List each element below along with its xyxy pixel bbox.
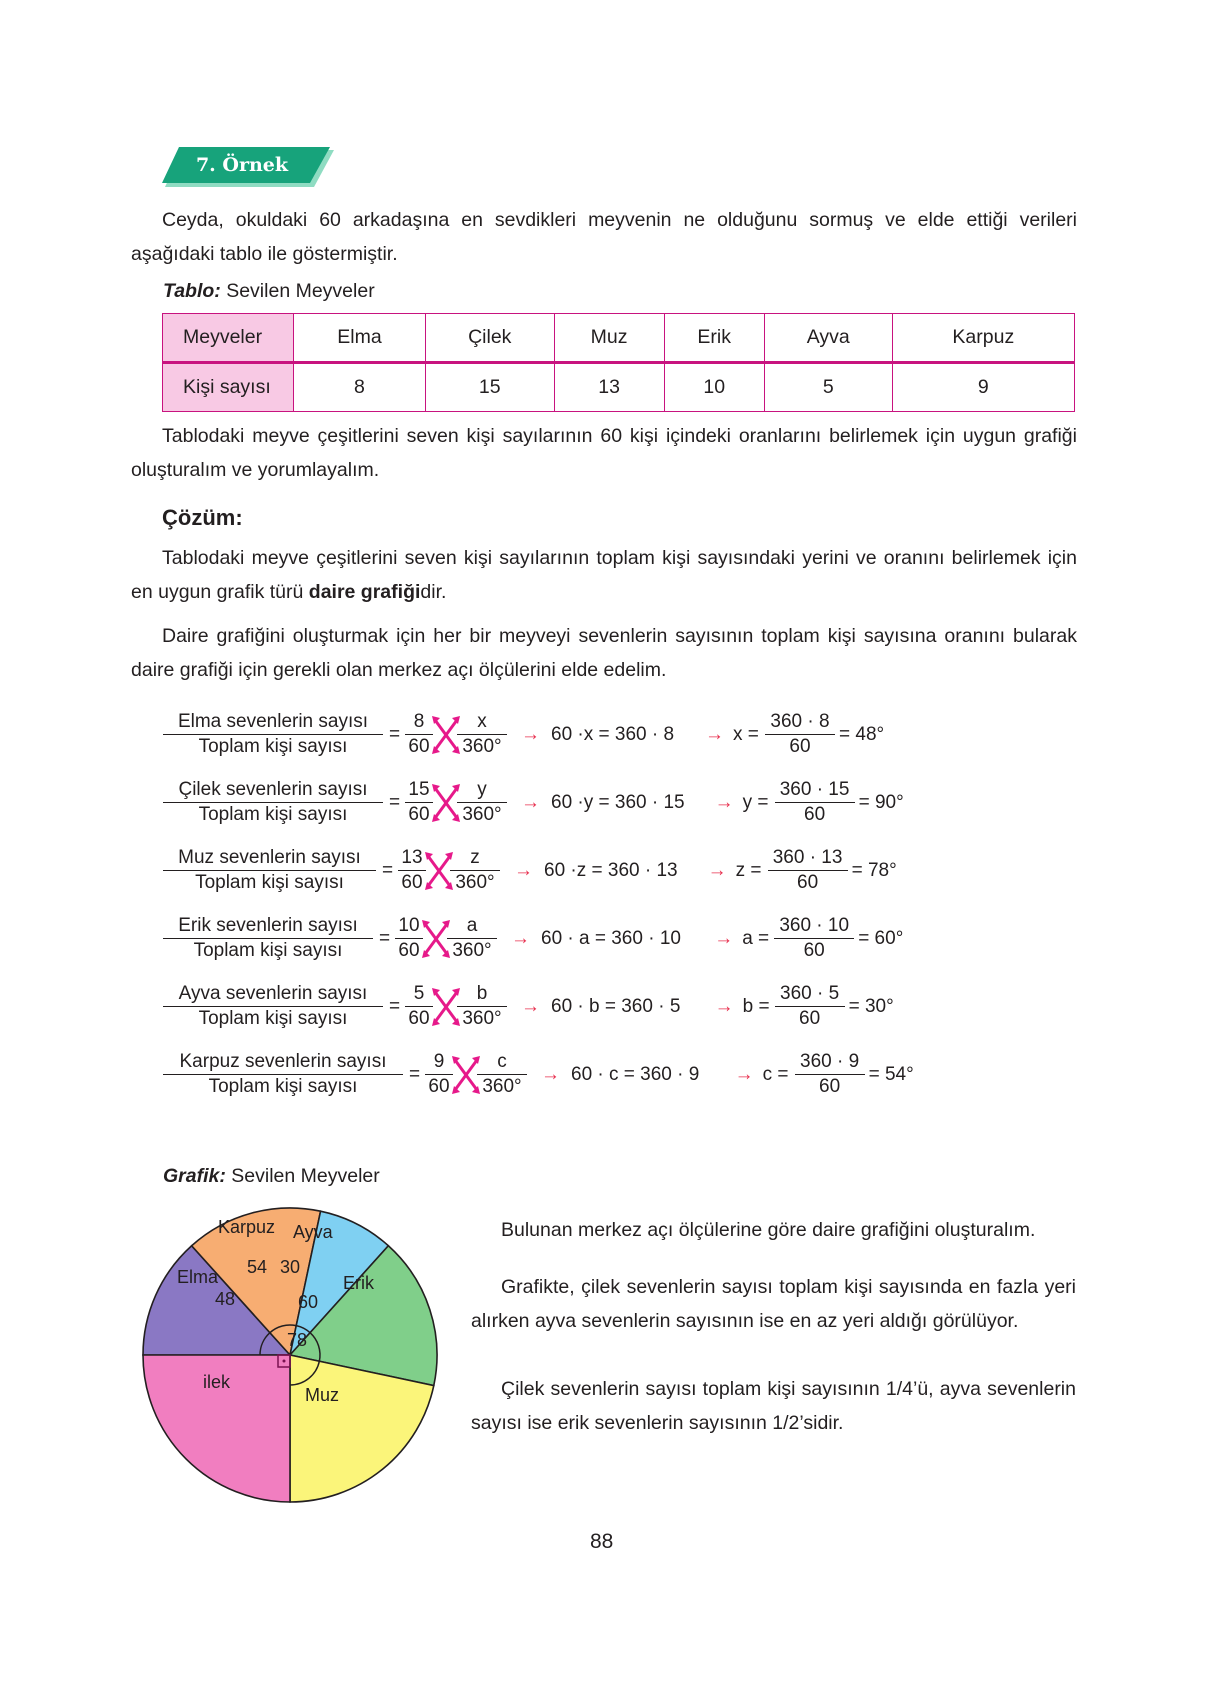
slice-label-muz: Muz	[305, 1385, 340, 1405]
row-header-fruits: Meyveler	[163, 314, 294, 363]
ratio-label-fraction	[163, 710, 383, 759]
result-fraction	[774, 914, 854, 963]
solution-bold-term: daire grafiği	[308, 581, 421, 603]
right-angle-dot	[283, 1360, 286, 1363]
total-value: 60	[398, 940, 420, 962]
graph-caption-title: Sevilen Meyveler	[231, 1165, 380, 1187]
unknown-variable: z	[470, 847, 480, 868]
result-denominator: 60	[799, 1008, 821, 1030]
arrow-icon: →	[705, 724, 724, 745]
cell-count: 8	[294, 363, 426, 412]
cell-count: 15	[425, 363, 554, 412]
variable-equals: z =	[735, 860, 762, 881]
solution-heading: Çözüm:	[162, 505, 243, 530]
cell-fruit: Muz	[554, 314, 664, 363]
ratio-denominator: Toplam kişi sayısı	[208, 1076, 358, 1098]
commentary-paragraph-3: Çilek sevenlerin sayısı toplam kişi sayısının 1/4’ü, ayva sevenlerin sayısı ise erik sevenlerin sayısının 1/2’sidir.	[471, 1378, 1076, 1434]
angle-fraction	[457, 710, 507, 759]
result-denominator: 60	[797, 872, 819, 894]
total-value: 60	[408, 736, 430, 758]
angle-fraction	[447, 914, 497, 963]
arrow-icon: →	[707, 860, 727, 881]
angle-result: = 30°	[848, 996, 894, 1017]
result-fraction	[775, 778, 855, 827]
task-paragraph: Tablodaki meyve çeşitlerini seven kişi sayılarının 60 kişi içindeki oranlarını belirlemek için uygun grafiği oluşturalım ve yorumlayalım.	[131, 425, 1077, 481]
angle-result: = 54°	[868, 1064, 914, 1085]
solution-text-end: dir.	[420, 581, 447, 603]
cell-fruit: Karpuz	[892, 314, 1074, 363]
row-header-counts: Kişi sayısı	[163, 363, 294, 412]
cell-fruit: Çilek	[425, 314, 554, 363]
total-value: 60	[408, 1008, 430, 1030]
result-denominator: 60	[803, 940, 825, 962]
equals-sign: =	[389, 724, 401, 745]
equals-sign: =	[379, 928, 391, 949]
count-fraction	[398, 846, 426, 895]
result-fraction	[768, 846, 848, 895]
result-fraction	[795, 1050, 865, 1099]
count-fraction	[405, 778, 433, 827]
slice-label-cilek: ilek	[203, 1372, 231, 1392]
count-fraction	[405, 710, 433, 759]
cell-count: 10	[664, 363, 764, 412]
angle-fraction	[450, 846, 500, 895]
pie-chart-svg	[130, 1195, 460, 1525]
cross-product-equation: 60 · b = 360 · 5	[551, 996, 681, 1017]
ratio-denominator: Toplam kişi sayısı	[195, 872, 344, 894]
slice-label-erik: Erik	[343, 1273, 374, 1293]
table-row-fruits	[163, 314, 1075, 363]
count-value: 13	[401, 847, 423, 868]
ratio-numerator: Elma sevenlerin sayısı	[177, 711, 369, 732]
result-numerator: 360 · 15	[779, 779, 850, 800]
equals-sign: =	[382, 860, 394, 881]
result-fraction	[765, 710, 835, 759]
ratio-numerator: Karpuz sevenlerin sayısı	[179, 1051, 387, 1072]
ratio-label-fraction	[163, 778, 383, 827]
ratio-numerator: Erik sevenlerin sayısı	[178, 915, 358, 936]
result-numerator: 360 · 13	[772, 847, 843, 868]
angle-label-ayva: 30	[280, 1257, 301, 1277]
variable-equals: y =	[742, 792, 769, 813]
ratio-denominator: Toplam kişi sayısı	[198, 736, 348, 758]
arrow-icon: →	[511, 928, 530, 949]
cell-count: 5	[764, 363, 892, 412]
arrow-icon: →	[521, 724, 540, 745]
full-circle-value: 360°	[462, 1008, 502, 1030]
cell-count: 9	[892, 363, 1074, 412]
full-circle-value: 360°	[452, 940, 492, 962]
angle-label-elma: 48	[215, 1289, 236, 1309]
result-denominator: 60	[819, 1076, 841, 1098]
angle-result: = 90°	[858, 792, 904, 813]
cross-product-equation: 60 ·z = 360 · 13	[544, 860, 678, 881]
equals-sign: =	[389, 996, 401, 1017]
arrow-icon: →	[714, 928, 734, 949]
total-value: 60	[428, 1076, 450, 1098]
arrow-icon: →	[714, 996, 734, 1017]
cross-product-equation: 60 · a = 360 · 10	[541, 928, 681, 949]
table-caption-title: Sevilen Meyveler	[226, 280, 375, 302]
equals-sign: =	[409, 1064, 421, 1085]
pie-chart	[130, 1195, 460, 1525]
solution-paragraph-2: Daire grafiğini oluşturmak için her bir meyveyi sevenlerin sayısının toplam kişi sayısına oranını bularak daire grafiği için gerekli olan merkez açı ölçülerini elde edelim.	[131, 625, 1077, 681]
unknown-variable: b	[476, 983, 488, 1004]
total-value: 60	[401, 872, 423, 894]
slice-label-elma: Elma	[177, 1267, 219, 1287]
unknown-variable: x	[477, 711, 487, 732]
example-title: 7. Örnek	[195, 154, 289, 176]
variable-equals: a =	[742, 928, 770, 949]
cross-product-equation: 60 ·x = 360 · 8	[551, 724, 675, 745]
ratio-numerator: Ayva sevenlerin sayısı	[178, 983, 368, 1004]
ratio-label-fraction	[163, 1050, 403, 1099]
result-numerator: 360 · 8	[770, 711, 830, 732]
table-row-counts	[163, 363, 1075, 412]
arrow-icon: →	[521, 996, 540, 1017]
arrow-icon: →	[521, 792, 540, 813]
angle-fraction	[457, 982, 507, 1031]
ratio-numerator: Muz sevenlerin sayısı	[178, 847, 361, 868]
cross-product-equation: 60 ·y = 360 · 15	[551, 792, 685, 813]
example-badge	[162, 147, 332, 185]
full-circle-value: 360°	[482, 1076, 522, 1098]
graph-caption	[163, 1165, 380, 1188]
ratio-label-fraction	[163, 914, 373, 963]
angle-result: = 60°	[858, 928, 904, 949]
cell-fruit: Elma	[294, 314, 426, 363]
cell-fruit: Erik	[664, 314, 764, 363]
solution-paragraph-1	[131, 541, 1077, 609]
table-caption-label: Tablo:	[163, 280, 221, 302]
angle-label-muz: 78	[287, 1330, 308, 1350]
full-circle-value: 360°	[462, 736, 502, 758]
equals-sign: =	[389, 792, 401, 813]
table-caption	[163, 280, 375, 303]
count-value: 10	[398, 915, 420, 936]
commentary-paragraph-2: Grafikte, çilek sevenlerin sayısı toplam kişi sayısında en fazla yeri alırken ayva sevenlerin sayısının ise en az yeri aldığı görülüyor.	[471, 1276, 1076, 1332]
full-circle-value: 360°	[455, 872, 495, 894]
result-numerator: 360 · 5	[780, 983, 840, 1004]
slice-label-karpuz: Karpuz	[218, 1217, 276, 1237]
angle-result: = 78°	[851, 860, 897, 881]
angle-label-karpuz: 54	[247, 1257, 268, 1277]
result-denominator: 60	[804, 804, 826, 826]
arrow-icon: →	[714, 792, 734, 813]
cross-product-equation: 60 · c = 360 · 9	[571, 1064, 700, 1085]
fruit-table	[162, 313, 1075, 412]
count-fraction	[395, 914, 423, 963]
variable-equals: c =	[762, 1064, 789, 1085]
ratio-denominator: Toplam kişi sayısı	[193, 940, 343, 962]
arrow-icon: →	[541, 1064, 560, 1085]
solution-text: Tablodaki meyve çeşitlerini seven kişi sayılarının toplam kişi sayısındaki yerini ve oranını belirlemek için en uygun grafik türü	[131, 547, 1077, 603]
ratio-label-fraction	[163, 846, 376, 895]
ratio-denominator: Toplam kişi sayısı	[198, 1008, 348, 1030]
cell-count: 13	[554, 363, 664, 412]
ratio-denominator: Toplam kişi sayısı	[198, 804, 348, 826]
angle-fraction	[457, 778, 507, 827]
total-value: 60	[408, 804, 430, 826]
graph-caption-label: Grafik:	[163, 1165, 226, 1187]
count-value: 5	[413, 983, 425, 1004]
count-value: 9	[433, 1051, 445, 1072]
count-value: 8	[413, 711, 425, 732]
commentary-paragraph-1: Bulunan merkez açı ölçülerine göre daire grafiğini oluşturalım.	[501, 1219, 1036, 1241]
count-value: 15	[408, 779, 430, 800]
unknown-variable: c	[497, 1051, 507, 1072]
angle-label-erik: 60	[298, 1292, 319, 1312]
arrow-icon: →	[734, 1064, 754, 1085]
unknown-variable: a	[466, 915, 478, 936]
ratio-label-fraction	[163, 982, 383, 1031]
count-fraction	[405, 982, 433, 1031]
slice-label-ayva: Ayva	[293, 1222, 333, 1242]
page-number: 88	[590, 1530, 614, 1553]
result-denominator: 60	[789, 736, 811, 758]
angle-fraction	[477, 1050, 527, 1099]
result-numerator: 360 · 10	[779, 915, 850, 936]
arrow-icon: →	[514, 860, 533, 881]
result-fraction	[775, 982, 845, 1031]
angle-result: = 48°	[839, 724, 885, 745]
full-circle-value: 360°	[462, 804, 502, 826]
variable-equals: b =	[742, 996, 770, 1017]
intro-paragraph: Ceyda, okuldaki 60 arkadaşına en sevdikleri meyvenin ne olduğunu sormuş ve elde ettiği verileri aşağıdaki tablo ile göstermiştir.	[131, 209, 1077, 265]
variable-equals: x =	[733, 724, 759, 745]
count-fraction	[425, 1050, 453, 1099]
result-numerator: 360 · 9	[800, 1051, 860, 1072]
cell-fruit: Ayva	[764, 314, 892, 363]
ratio-numerator: Çilek sevenlerin sayısı	[178, 779, 368, 800]
unknown-variable: y	[477, 779, 487, 800]
